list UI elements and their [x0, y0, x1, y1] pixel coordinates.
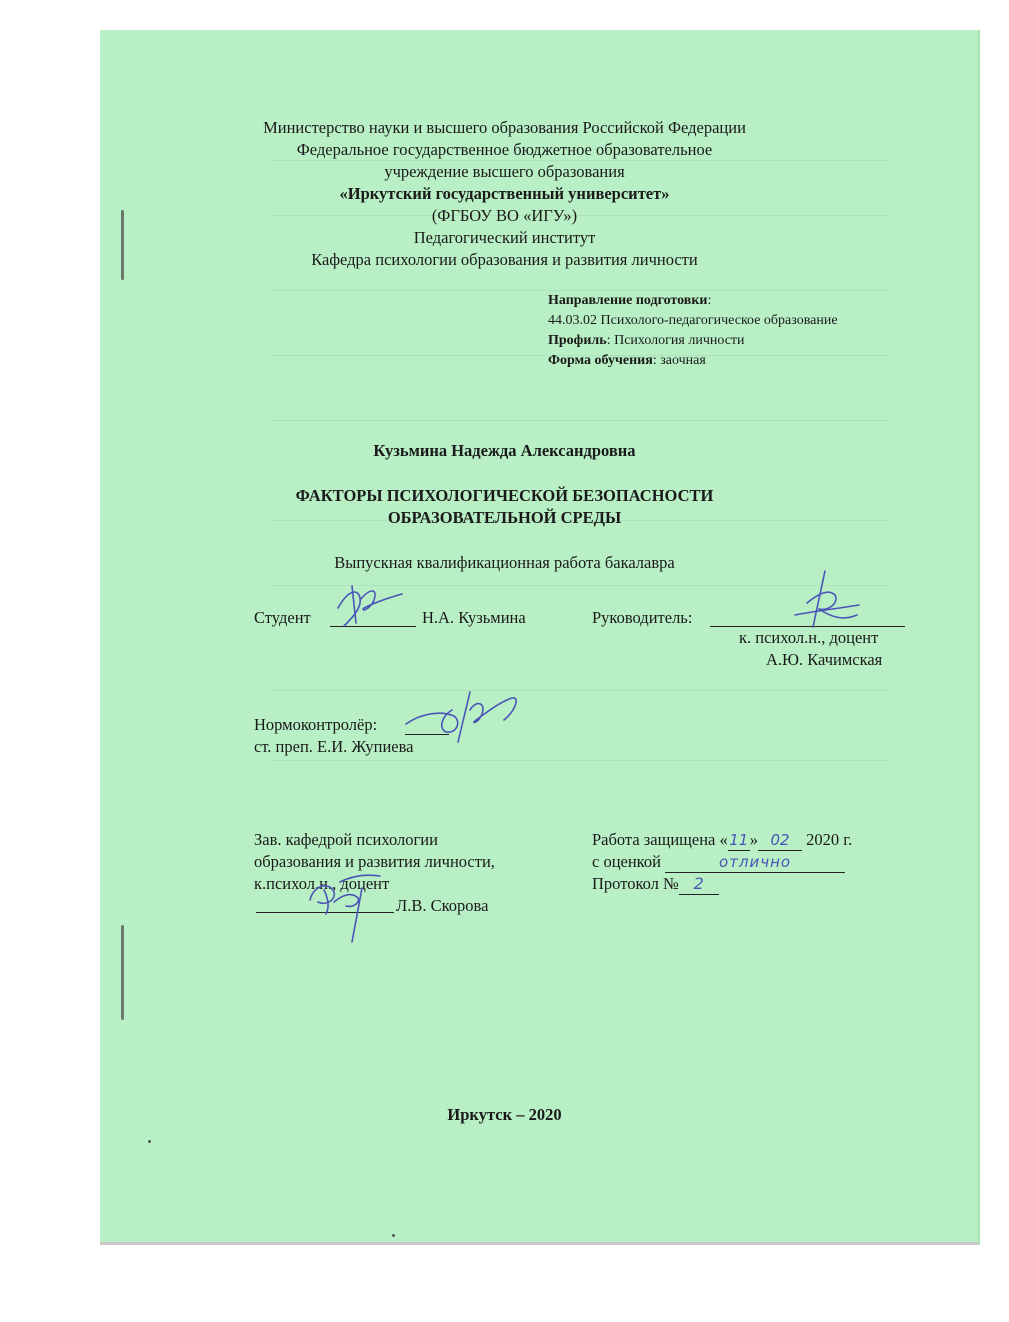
- defense-year: 2020 г.: [806, 830, 853, 849]
- defense-day: 11: [729, 831, 749, 849]
- university-abbr: (ФГБОУ ВО «ИГУ»): [431, 206, 578, 225]
- protocol-value: 2: [693, 874, 704, 893]
- defense-month-slot: [758, 830, 802, 851]
- student-signature: [330, 578, 410, 633]
- direction-label: Направление подготовки: [548, 293, 708, 308]
- direction-row: Направление подготовки:: [548, 293, 712, 308]
- profile-label: Профиль: [548, 333, 607, 348]
- protocol-label: Протокол №: [592, 874, 679, 893]
- show-through-line: [270, 690, 890, 691]
- profile-row: Профиль: Психология личности: [548, 333, 745, 348]
- protocol-slot: [679, 874, 719, 895]
- supervisor-degree: к. психол.н., доцент: [739, 628, 879, 647]
- speck: [392, 1234, 395, 1237]
- show-through-line: [270, 160, 890, 161]
- show-through-line: [270, 290, 890, 291]
- norm-controller-name: ст. преп. Е.И. Жупиева: [254, 737, 414, 756]
- department-name: Кафедра психологии образования и развития личности: [311, 250, 698, 269]
- supervisor-name: А.Ю. Качимская: [766, 650, 883, 669]
- head-line-3: к.психол.н., доцент: [254, 874, 390, 893]
- defense-row: [592, 830, 852, 851]
- speck: [148, 1140, 151, 1143]
- defense-prefix: Работа защищена «: [592, 830, 728, 849]
- university-name: «Иркутский государственный университет»: [339, 184, 670, 203]
- protocol-row: [592, 874, 719, 895]
- head-line-1: Зав. кафедрой психологии: [254, 830, 438, 849]
- student-name: Н.А. Кузьмина: [422, 608, 526, 627]
- grade-row: [592, 852, 845, 873]
- staple-bottom: [121, 925, 124, 1020]
- head-signature: [300, 862, 390, 947]
- student-label: Студент: [254, 608, 311, 627]
- thesis-title-line-1: ФАКТОРЫ ПСИХОЛОГИЧЕСКОЙ БЕЗОПАСНОСТИ: [295, 486, 714, 505]
- city-year: Иркутск – 2020: [447, 1105, 562, 1124]
- grade-slot: [665, 852, 845, 873]
- grade-value: отлично: [719, 853, 792, 871]
- work-type: Выпускная квалификационная работа бакалавра: [334, 553, 675, 572]
- ministry-line: Министерство науки и высшего образования Российской Федерации: [263, 118, 746, 137]
- grade-label: с оценкой: [592, 852, 661, 871]
- show-through-line: [270, 420, 890, 421]
- defense-day-slot: [728, 830, 750, 851]
- show-through-line: [270, 760, 890, 761]
- thesis-title-line-2: ОБРАЗОВАТЕЛЬНОЙ СРЕДЫ: [387, 508, 622, 527]
- norm-controller-label: Нормоконтролёр:: [254, 715, 378, 734]
- institution-line-1: Федеральное государственное бюджетное образовательное: [296, 140, 713, 159]
- profile-value: Психология личности: [614, 333, 745, 348]
- supervisor-label: Руководитель:: [592, 608, 693, 627]
- head-line-2: образования и развития личности,: [254, 852, 495, 871]
- head-name: Л.В. Скорова: [396, 896, 489, 915]
- author-name: Кузьмина Надежда Александровна: [373, 441, 636, 460]
- supervisor-signature: [785, 565, 865, 635]
- institute-name: Педагогический институт: [413, 228, 596, 247]
- institution-line-2: учреждение высшего образования: [384, 162, 625, 181]
- defense-mid: »: [749, 830, 758, 849]
- direction-value: 44.03.02 Психолого-педагогическое образование: [548, 313, 838, 328]
- norm-controller-signature: [400, 680, 530, 750]
- form-row: Форма обучения: заочная: [548, 353, 706, 368]
- defense-month: 02: [770, 831, 790, 849]
- form-value: заочная: [660, 353, 706, 368]
- form-label: Форма обучения: [548, 353, 653, 368]
